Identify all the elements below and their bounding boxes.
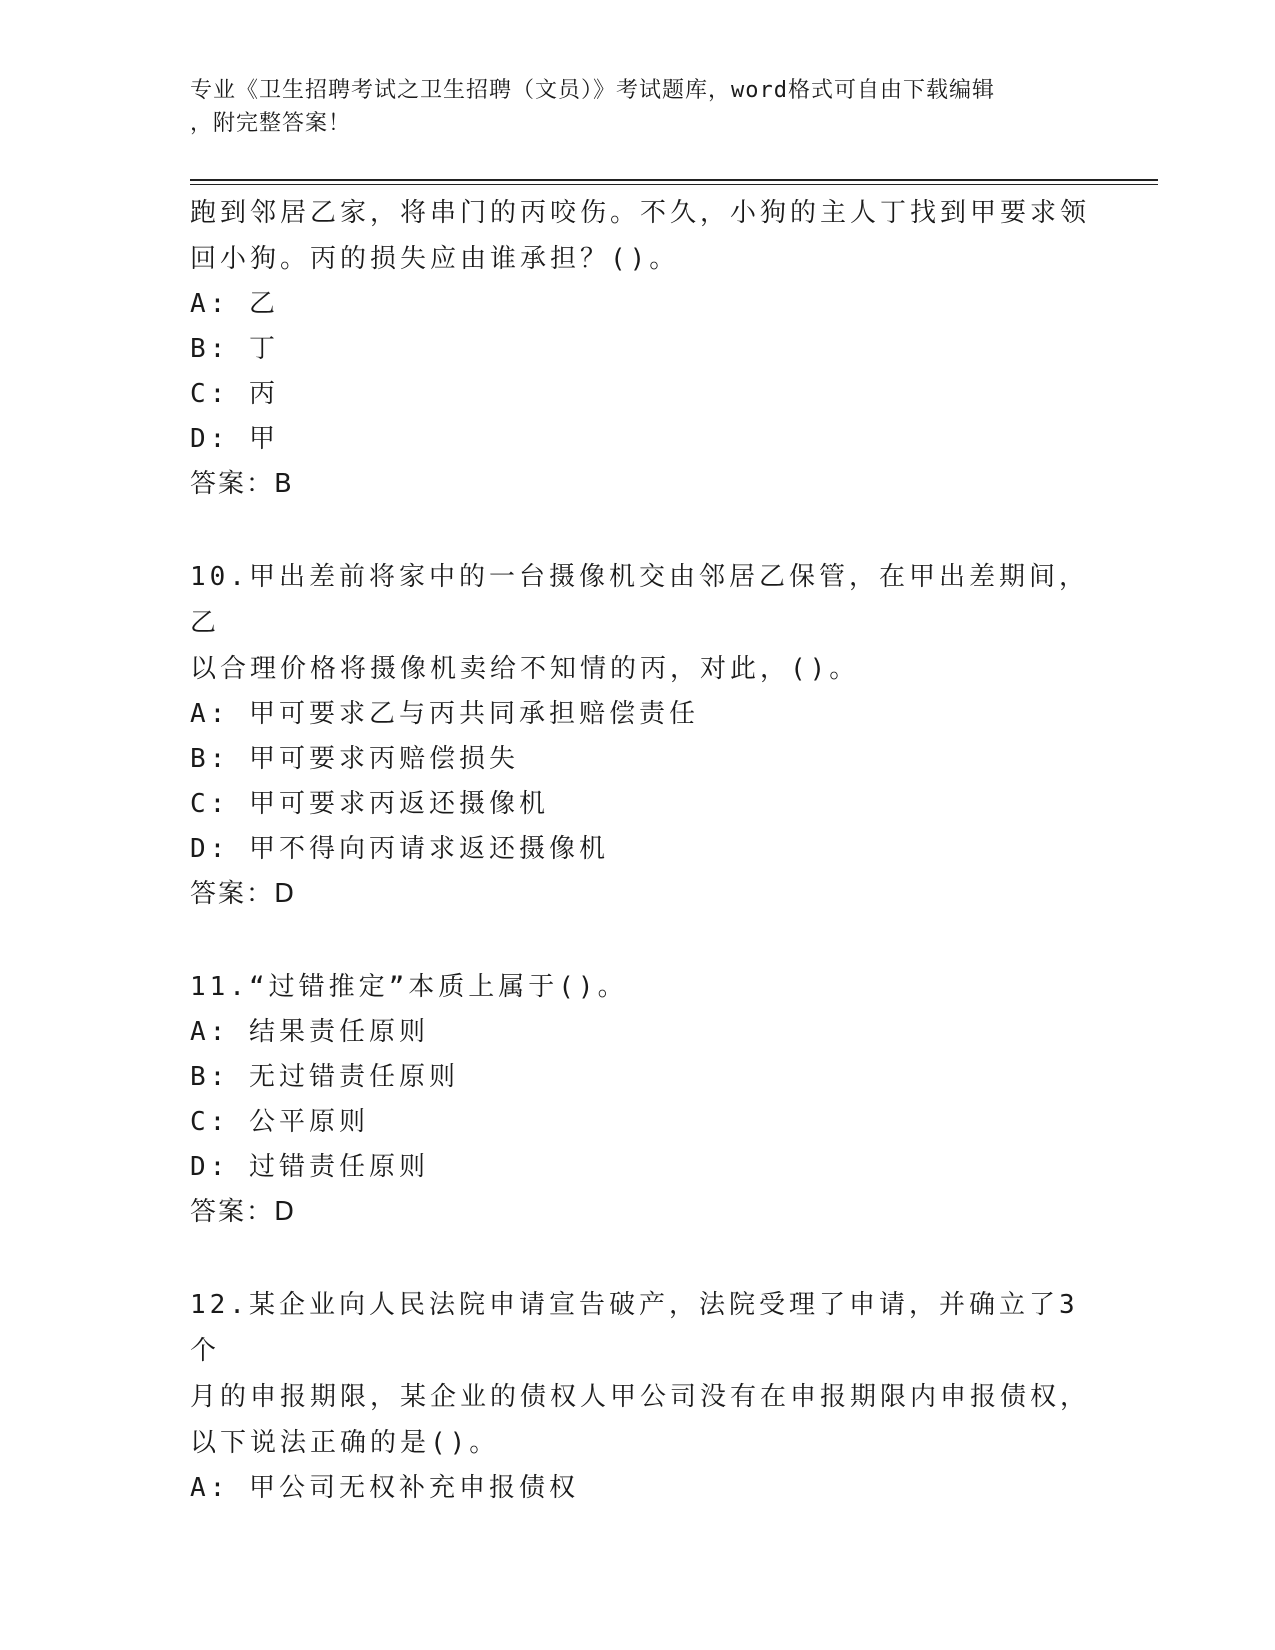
option-c: C: 公平原则 xyxy=(190,1107,369,1137)
question-stem: 回小狗。丙的损失应由谁承担？()。 xyxy=(190,244,680,274)
question-9 xyxy=(190,190,1090,507)
header-rule-thick xyxy=(190,179,1158,181)
header-line-1: 专业《卫生招聘考试之卫生招聘（文员）》考试题库，word格式可自由下载编辑 xyxy=(190,78,995,103)
option-d: D: 甲 xyxy=(190,424,279,454)
option-b: B: 无过错责任原则 xyxy=(190,1062,459,1092)
question-12 xyxy=(190,1282,1090,1511)
option-a: A: 甲公司无权补充申报债权 xyxy=(190,1473,579,1503)
option-b: B: 甲可要求丙赔偿损失 xyxy=(190,744,519,774)
question-stem: 以合理价格将摄像机卖给不知情的丙，对此，()。 xyxy=(190,654,860,684)
spacer xyxy=(190,507,1090,554)
option-c: C: 丙 xyxy=(190,379,279,409)
answer-line: 答案：B xyxy=(190,469,294,499)
question-stem: 以下说法正确的是()。 xyxy=(190,1428,500,1458)
question-list xyxy=(190,190,1090,1511)
option-d: D: 过错责任原则 xyxy=(190,1152,429,1182)
answer-line: 答案：D xyxy=(190,879,297,909)
option-a: A: 乙 xyxy=(190,289,279,319)
question-stem: 月的申报期限，某企业的债权人甲公司没有在申报期限内申报债权， xyxy=(190,1382,1091,1412)
document-header xyxy=(190,74,1090,140)
question-stem: 跑到邻居乙家，将串门的丙咬伤。不久，小狗的主人丁找到甲要求领 xyxy=(190,198,1091,228)
option-a: A: 结果责任原则 xyxy=(190,1017,429,1047)
question-11 xyxy=(190,964,1090,1235)
question-stem: 12.某企业向人民法院申请宣告破产，法院受理了申请，并确立了3个 xyxy=(190,1290,1079,1366)
question-stem: 10.甲出差前将家中的一台摄像机交由邻居乙保管，在甲出差期间，乙 xyxy=(190,562,1089,638)
question-10 xyxy=(190,554,1090,917)
option-d: D: 甲不得向丙请求返还摄像机 xyxy=(190,834,609,864)
option-b: B: 丁 xyxy=(190,334,279,364)
option-c: C: 甲可要求丙返还摄像机 xyxy=(190,789,549,819)
header-line-2: ，附完整答案！ xyxy=(190,111,352,136)
option-a: A: 甲可要求乙与丙共同承担赔偿责任 xyxy=(190,699,699,729)
spacer xyxy=(190,1235,1090,1282)
question-stem: 11.“过错推定”本质上属于()。 xyxy=(190,972,628,1002)
header-rule-thin xyxy=(190,184,1158,185)
answer-line: 答案：D xyxy=(190,1197,297,1227)
spacer xyxy=(190,917,1090,964)
